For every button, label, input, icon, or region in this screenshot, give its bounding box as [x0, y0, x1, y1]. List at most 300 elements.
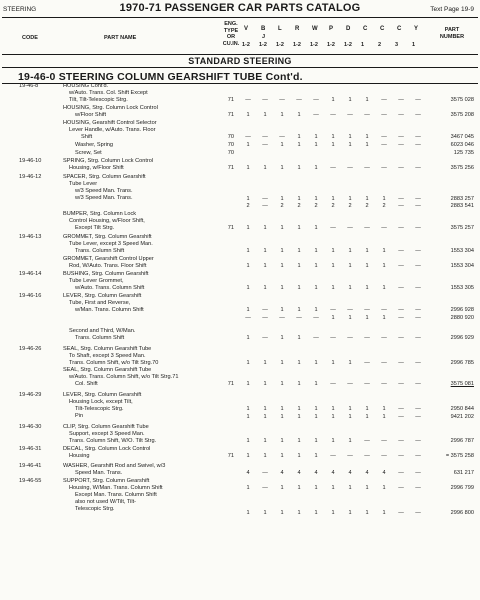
number-line: NUMBER — [439, 33, 465, 40]
variant-cell: 1 — [348, 510, 352, 516]
variant-sub-header: 1-2 — [344, 42, 352, 48]
variant-cell: — — [415, 142, 421, 148]
variant-cell: 1 — [246, 263, 250, 270]
description-line: w/Auto. Trans. Col. Shift Except — [69, 90, 148, 97]
variant-cell: — — [347, 453, 353, 460]
row-description — [63, 234, 213, 255]
variant-cell: — — [347, 112, 353, 119]
variant-cell: 1 — [297, 165, 301, 172]
row-code: 19-46-26 — [19, 346, 42, 352]
variant-cell: — — [398, 142, 404, 148]
variant-cell: — — [415, 97, 421, 104]
variant-cell: 1 — [365, 485, 369, 492]
variant-cell: — — [347, 307, 353, 314]
variant-cell: 1 — [314, 413, 318, 420]
variant-cell: — — [415, 406, 421, 413]
variant-cell: 1 — [382, 510, 386, 516]
catalog-title: 1970-71 PASSENGER CAR PARTS CATALOG — [119, 2, 361, 14]
variant-cell: 1 — [331, 485, 335, 492]
variant-cell: — — [296, 97, 302, 104]
row-description — [63, 478, 213, 513]
description-line: Tube Lever — [69, 181, 98, 188]
part-number: 2996 785 — [450, 360, 474, 367]
row-type: 70 — [227, 142, 234, 148]
variant-cell: 1 — [365, 97, 369, 104]
description-line: Housing Lock, except Tilt, — [69, 399, 133, 406]
description-line: SEAL, Strg. Column Gearshift Tube — [63, 367, 152, 373]
variant-cell: — — [381, 134, 387, 141]
part-number: 3467 045 — [450, 134, 474, 141]
row-code: 19-46-16 — [19, 293, 42, 299]
variant-cell: — — [364, 381, 370, 388]
variant-cell: — — [381, 112, 387, 119]
variant-cell: — — [381, 97, 387, 104]
part-number: 1553 304 — [450, 248, 474, 255]
row-description — [63, 446, 213, 460]
variant-cell: — — [398, 165, 404, 172]
part-line: PART — [444, 27, 460, 33]
row-code: 19-46-12 — [19, 174, 42, 180]
variant-cell: 1 — [348, 438, 352, 445]
variant-letter-header: B — [261, 26, 266, 32]
variant-cell: 1 — [382, 406, 386, 413]
variant-sub-header: 2 — [378, 42, 382, 48]
variant-cell: 1 — [246, 165, 250, 172]
description-line: w/Man. Trans. Column Shift — [75, 307, 144, 314]
variant-cell: — — [262, 470, 268, 477]
variant-cell: — — [398, 360, 404, 367]
variant-sub-header: 1-2 — [276, 42, 284, 48]
variant-cell: 1 — [365, 510, 369, 516]
part-number: 1553 304 — [450, 263, 474, 270]
variant-cell: — — [330, 307, 336, 314]
row-description — [63, 328, 213, 342]
variant-cell: 1 — [263, 381, 267, 388]
part-number: 2996 929 — [450, 335, 474, 342]
variant-cell: 1 — [246, 510, 250, 516]
variant-cell: — — [415, 307, 421, 314]
variant-cell: 4 — [246, 470, 250, 477]
row-description — [63, 83, 213, 104]
variant-cell: 1 — [280, 381, 284, 388]
variant-cell: 1 — [331, 248, 335, 255]
description-line: Washer, Spring — [75, 142, 114, 148]
variant-cell: — — [415, 112, 421, 119]
section-label: STEERING — [3, 6, 37, 13]
part-name-column-header: PART NAME — [104, 35, 137, 41]
variant-cell: — — [347, 225, 353, 232]
variant-cell: — — [279, 134, 285, 141]
part-number: 2996 787 — [450, 438, 474, 445]
variant-cell: 1 — [314, 134, 318, 141]
variant-cell: — — [398, 225, 404, 232]
variant-cell: 1 — [348, 248, 352, 255]
description-line: Housing — [69, 453, 90, 460]
row-code: 19-46-13 — [19, 234, 42, 240]
variant-cell: — — [262, 195, 268, 202]
row-description — [63, 271, 213, 292]
variant-cell: — — [398, 285, 404, 292]
variant-cell: — — [262, 142, 268, 148]
part-number: 2883 257 — [450, 195, 474, 202]
variant-cell: — — [415, 335, 421, 342]
description-line: Trans. Column Shift — [75, 248, 125, 255]
variant-cell: — — [415, 381, 421, 388]
variant-cell: 1 — [348, 97, 352, 104]
variant-cell: — — [398, 406, 404, 413]
variant-cell: 1 — [297, 406, 301, 413]
variant-cell: 1 — [382, 285, 386, 292]
description-line: Tube Lever Grommet, — [69, 278, 124, 285]
variant-cell: 1 — [280, 307, 284, 314]
description-line: To Shaft, except 3 Speed Man. — [69, 353, 146, 360]
variant-cell: 1 — [246, 335, 250, 342]
variant-cell: 1 — [348, 406, 352, 413]
variant-cell: — — [313, 335, 319, 342]
variant-cell: — — [330, 165, 336, 172]
variant-cell: — — [262, 335, 268, 342]
variant-cell: — — [330, 453, 336, 460]
variant-cell: — — [364, 112, 370, 119]
variant-cell: — — [398, 134, 404, 141]
variant-letter-header: L — [278, 26, 282, 32]
variant-cell: 1 — [365, 142, 369, 148]
description-line: GROMMET, Gearshift Control Upper — [63, 256, 154, 262]
variant-cell: — — [415, 195, 421, 202]
eng-line: ENG. — [224, 21, 238, 27]
description-line: Housing, W/Man. Trans. Column Shift — [69, 485, 163, 492]
variant-cell: 1 — [246, 453, 250, 460]
variant-cell: 1 — [331, 97, 335, 104]
variant-cell: 4 — [382, 470, 386, 477]
description-line: HOUSING, Gearshift Control Selector — [63, 120, 157, 126]
variant-cell: 1 — [331, 285, 335, 292]
variant-cell: 1 — [263, 263, 267, 270]
variant-cell: 1 — [280, 112, 284, 119]
variant-cell: — — [398, 203, 404, 209]
part-number: 2996 799 — [450, 485, 474, 492]
variant-cell: 1 — [280, 453, 284, 460]
variant-cell: — — [415, 485, 421, 492]
variant-cell: 1 — [365, 134, 369, 141]
variant-cell: 1 — [280, 510, 284, 516]
variant-cell: — — [415, 248, 421, 255]
variant-cell: — — [262, 307, 268, 314]
variant-cell: — — [415, 438, 421, 445]
variant-cell: 1 — [314, 248, 318, 255]
row-description — [63, 392, 213, 420]
variant-cell: 1 — [297, 485, 301, 492]
variant-cell: 1 — [348, 195, 352, 202]
variant-cell: 4 — [331, 470, 335, 477]
variant-sub-header: 1-2 — [310, 42, 318, 48]
variant-cell: 1 — [382, 248, 386, 255]
variant-cell: 1 — [314, 438, 318, 445]
variant-cell: — — [415, 413, 421, 420]
row-code: 19-46-41 — [19, 463, 42, 469]
variant-cell: 1 — [348, 485, 352, 492]
row-type: 71 — [227, 112, 234, 119]
variant-cell: — — [398, 195, 404, 202]
row-type: 71 — [227, 381, 234, 388]
description-line: DECAL, Strg. Column Lock Control — [63, 446, 151, 452]
part-number: 1553 305 — [450, 285, 474, 292]
variant-cell: 1 — [280, 335, 284, 342]
variant-cell: 1 — [246, 285, 250, 292]
code-column-header: CODE — [22, 35, 38, 41]
variant-cell: 1 — [263, 285, 267, 292]
variant-cell: — — [415, 225, 421, 232]
variant-cell: 1 — [280, 263, 284, 270]
variant-cell: 1 — [348, 413, 352, 420]
variant-cell: 1 — [314, 510, 318, 516]
variant-cell: — — [398, 307, 404, 314]
row-description — [63, 150, 213, 157]
variant-cell: 1 — [297, 307, 301, 314]
variant-cell: 1 — [280, 413, 284, 420]
variant-cell: 1 — [331, 413, 335, 420]
variant-cell: — — [347, 381, 353, 388]
part-number: 2883 541 — [450, 203, 474, 209]
variant-cell: — — [381, 225, 387, 232]
variant-cell: 1 — [348, 314, 352, 321]
variant-cell: 1 — [314, 285, 318, 292]
variant-cell: — — [262, 134, 268, 141]
variant-cell: 1 — [263, 360, 267, 367]
variant-cell: 1 — [263, 112, 267, 119]
variant-cell: 1 — [382, 195, 386, 202]
variant-cell: 1 — [246, 438, 250, 445]
variant-cell: 1 — [365, 413, 369, 420]
variant-cell: — — [347, 165, 353, 172]
part-number: 3575 081 — [450, 381, 474, 388]
variant-cell: — — [330, 335, 336, 342]
variant-sub-header: 1 — [412, 42, 416, 48]
description-line: w/3 Speed Man. Trans. — [75, 195, 133, 202]
row-description — [63, 105, 213, 119]
part-number: 125 735 — [453, 149, 474, 156]
variant-cell: 1 — [280, 165, 284, 172]
description-line: Control Housing, w/Floor Shift, — [69, 218, 145, 225]
description-line: Col. Shift — [75, 381, 98, 388]
variant-cell: — — [262, 203, 268, 209]
variant-cell: — — [381, 307, 387, 314]
variant-cell: 1 — [297, 112, 301, 119]
part-number: 3575 256 — [450, 165, 474, 172]
variant-cell: 1 — [297, 195, 301, 202]
variant-cell: — — [381, 360, 387, 367]
variant-cell: — — [330, 112, 336, 119]
variant-cell: — — [245, 314, 251, 321]
variant-cell: — — [364, 335, 370, 342]
variant-cell: 1 — [314, 142, 318, 148]
description-line: LEVER, Strg. Column Gearshift — [63, 392, 142, 398]
description-line: Except Tilt Strg. — [75, 225, 115, 232]
subsection-title: STANDARD STEERING — [188, 56, 292, 66]
variant-cell: — — [245, 134, 251, 141]
row-type: 71 — [227, 453, 234, 460]
variant-cell: 1 — [348, 134, 352, 141]
description-line: SUPPORT, Strg. Column Gearshift — [63, 478, 150, 484]
description-line: Screw, Set — [75, 149, 102, 156]
variant-cell: — — [313, 314, 319, 321]
variant-cell: 1 — [348, 285, 352, 292]
row-description — [63, 346, 213, 367]
variant-cell: — — [313, 112, 319, 119]
variant-cell: 1 — [297, 510, 301, 516]
row-code: 19-46-29 — [19, 392, 42, 398]
description-line: CLIP, Strg. Column Gearshift Tube — [63, 424, 149, 430]
variant-letter-header: R — [295, 26, 300, 32]
variant-cell: — — [330, 225, 336, 232]
variant-cell: 1 — [365, 248, 369, 255]
cuin-line: CU.IN. — [222, 40, 240, 47]
variant-cell: 1 — [314, 307, 318, 314]
variant-cell: 1 — [331, 263, 335, 270]
variant-cell: — — [398, 248, 404, 255]
variant-cell: — — [262, 314, 268, 321]
variant-cell: 1 — [246, 413, 250, 420]
row-description — [63, 367, 213, 388]
variant-cell: — — [415, 165, 421, 172]
variant-cell: — — [381, 335, 387, 342]
description-line: Pin — [75, 413, 84, 420]
description-line: Rod, W/Auto. Trans. Floor Shift — [69, 263, 147, 270]
variant-letter-header: C — [363, 26, 368, 32]
description-line: BUSHING, Strg. Column Gearshift — [63, 271, 149, 277]
variant-cell: — — [262, 97, 268, 104]
variant-cell: 1 — [382, 263, 386, 270]
variant-cell: 1 — [297, 285, 301, 292]
variant-cell: 1 — [246, 406, 250, 413]
variant-cell: — — [381, 381, 387, 388]
variant-cell: 1 — [263, 248, 267, 255]
variant-cell: 1 — [331, 360, 335, 367]
part-number: 631 217 — [453, 470, 474, 477]
description-line: also not used W/Tilt, Tilt- — [75, 499, 137, 506]
variant-cell: — — [415, 470, 421, 477]
row-type: 71 — [227, 165, 234, 172]
variant-cell: — — [415, 314, 421, 321]
row-code: 19-46-55 — [19, 478, 42, 484]
description-line: Tube Lever, except 3 Speed Man. — [69, 241, 153, 248]
variant-cell: 1 — [297, 381, 301, 388]
description-line: HOUSING Cont'd. — [63, 83, 109, 89]
variant-cell: 1 — [297, 453, 301, 460]
variant-sub-header: 1 — [361, 42, 365, 48]
variant-cell: 1 — [331, 314, 335, 321]
or-line: OR — [226, 34, 236, 40]
variant-cell: 1 — [331, 406, 335, 413]
variant-cell: 4 — [365, 470, 369, 477]
part-number: 2996 800 — [450, 510, 474, 516]
variant-cell: 4 — [297, 470, 301, 477]
variant-letter-header: C — [397, 26, 402, 32]
variant-cell: 1 — [331, 438, 335, 445]
variant-cell: — — [398, 263, 404, 270]
variant-cell: 1 — [263, 406, 267, 413]
variant-cell: 1 — [297, 225, 301, 232]
part-number: = 3575 258 — [445, 453, 474, 460]
variant-cell: 1 — [263, 225, 267, 232]
row-description — [63, 463, 213, 477]
variant-sub-header: 3 — [395, 42, 399, 48]
variant-sub-header: 1-2 — [327, 42, 335, 48]
part-number: 3575 208 — [450, 112, 474, 119]
variant-cell: 1 — [280, 406, 284, 413]
variant-cell: 1 — [331, 134, 335, 141]
variant-cell: — — [398, 335, 404, 342]
description-line: Lever Handle, w/Auto. Trans. Floor — [69, 127, 156, 134]
variant-cell: 1 — [246, 307, 250, 314]
variant-cell: 1 — [297, 360, 301, 367]
variant-sub-header: 1-2 — [242, 42, 250, 48]
description-line: Speed Man. Trans. — [75, 470, 123, 477]
description-line: Support, except 3 Speed Man. — [69, 431, 145, 438]
description-line: Second and Third, W/Man. — [69, 328, 136, 334]
row-description — [63, 158, 213, 172]
variant-cell: 1 — [314, 165, 318, 172]
variant-cell: 4 — [314, 470, 318, 477]
variant-cell: — — [296, 314, 302, 321]
row-description — [63, 142, 213, 149]
description-line: Tube, First and Reverse, — [69, 300, 131, 307]
variant-cell: 1 — [263, 453, 267, 460]
description-line: Trans. Column Shift — [75, 335, 125, 342]
variant-cell: — — [262, 485, 268, 492]
variant-j-note: J — [262, 34, 266, 40]
variant-cell: 1 — [314, 485, 318, 492]
description-line: Tilt-Telescopic Strg. — [75, 406, 124, 413]
variant-cell: — — [398, 97, 404, 104]
variant-cell: 1 — [297, 248, 301, 255]
variant-cell: 1 — [365, 285, 369, 292]
variant-letter-header: V — [244, 26, 249, 32]
variant-cell: 1 — [280, 360, 284, 367]
variant-cell: — — [415, 510, 421, 516]
variant-cell: — — [398, 381, 404, 388]
variant-cell: 1 — [314, 195, 318, 202]
variant-cell: — — [364, 307, 370, 314]
variant-cell: — — [279, 97, 285, 104]
variant-cell: — — [398, 485, 404, 492]
variant-cell: 4 — [280, 470, 284, 477]
variant-cell: 1 — [246, 112, 250, 119]
row-description — [63, 174, 213, 202]
row-type: 71 — [227, 97, 234, 104]
variant-cell: — — [364, 453, 370, 460]
row-description — [63, 256, 213, 270]
variant-cell: 1 — [331, 142, 335, 148]
variant-cell: 1 — [365, 406, 369, 413]
description-line: WASHER, Gearshift Rod and Swivel, w/3 — [63, 463, 166, 469]
variant-cell: — — [398, 112, 404, 119]
description-line: SPRING, Strg. Column Lock Control — [63, 158, 154, 164]
variant-cell: — — [364, 360, 370, 367]
row-description — [63, 120, 213, 141]
variant-sub-header: 1-2 — [293, 42, 301, 48]
description-line: Trans. Column Shift, W/O. Tilt Strg. — [69, 438, 157, 445]
variant-cell: — — [415, 203, 421, 209]
variant-cell: 2 — [382, 203, 386, 209]
row-code: 19-46-10 — [19, 158, 42, 164]
variant-cell: — — [364, 438, 370, 445]
variant-cell: 1 — [263, 413, 267, 420]
variant-cell: — — [347, 335, 353, 342]
variant-cell: 1 — [382, 413, 386, 420]
variant-cell: 1 — [382, 485, 386, 492]
description-line: Housing, w/Floor Shift — [69, 165, 124, 172]
